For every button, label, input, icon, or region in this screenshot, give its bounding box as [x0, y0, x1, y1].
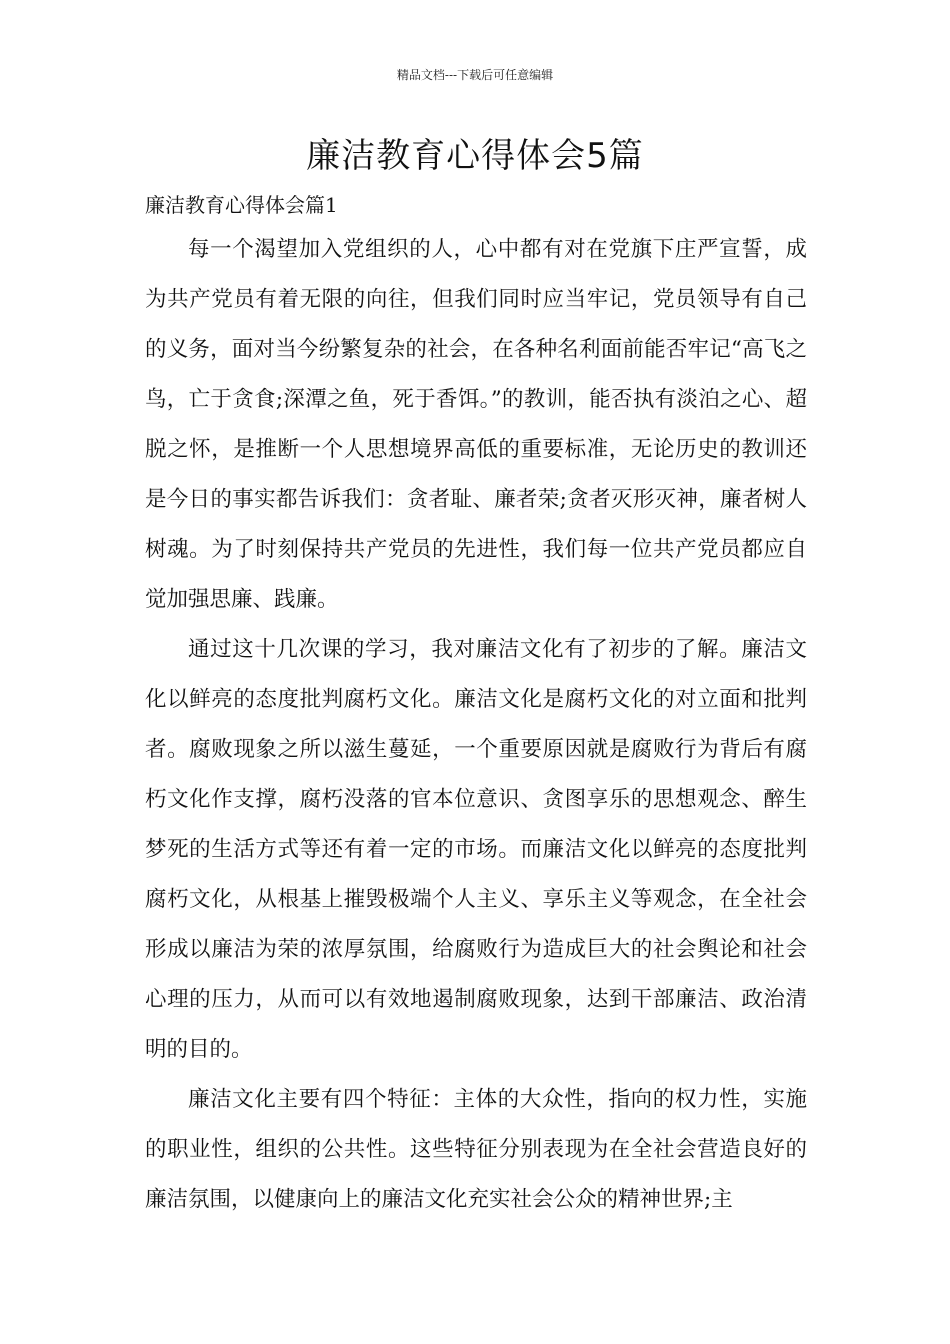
body-text: [145, 225, 807, 1225]
paragraph-2: 通过这十几次课的学习，我对廉洁文化有了初步的了解。廉洁文化以鲜亮的态度批判腐朽文化。廉洁文化是腐朽文化的对立面和批判者。腐败现象之所以滋生蔓延，一个重要原因就是腐败行为背后有腐朽文化作支撑，腐朽没落的官本位意识、贪图享乐的思想观念、醉生梦死的生活方式等还有着一定的市场。而廉洁文化以鲜亮的态度批判腐朽文化，从根基上摧毁极端个人主义、享乐主义等观念，在全社会形成以廉洁为荣的浓厚氛围，给腐败行为造成巨大的社会舆论和社会心理的压力，从而可以有效地遏制腐败现象，达到干部廉洁、政治清明的目的。: [145, 637, 807, 1062]
section-subtitle: 廉洁教育心得体会篇1: [145, 193, 338, 217]
paragraph-1: 每一个渴望加入党组织的人，心中都有对在党旗下庄严宣誓，成为共产党员有着无限的向往，但我们同时应当牢记，党员领导有自己的义务，面对当今纷繁复杂的社会，在各种名利面前能否牢记“高飞之鸟，亡于贪食;深潭之鱼，死于香饵。”的教训，能否执有淡泊之心、超脱之怀，是推断一个人思想境界高低的重要标准，无论历史的教训还是今日的事实都告诉我们：贪者耻、廉者荣;贪者灭形灭神，廉者树人树魂。为了时刻保持共产党员的先进性，我们每一位共产党员都应自觉加强思廉、践廉。: [145, 237, 807, 612]
paragraph-3: 廉洁文化主要有四个特征：主体的大众性，指向的权力性，实施的职业性，组织的公共性。这些特征分别表现为在全社会营造良好的廉洁氛围，以健康向上的廉洁文化充实社会公众的精神世界;主: [145, 1087, 807, 1212]
header-note: 精品文档---下载后可任意编辑: [396, 68, 554, 82]
document-title: 廉洁教育心得体会5篇: [306, 136, 644, 176]
